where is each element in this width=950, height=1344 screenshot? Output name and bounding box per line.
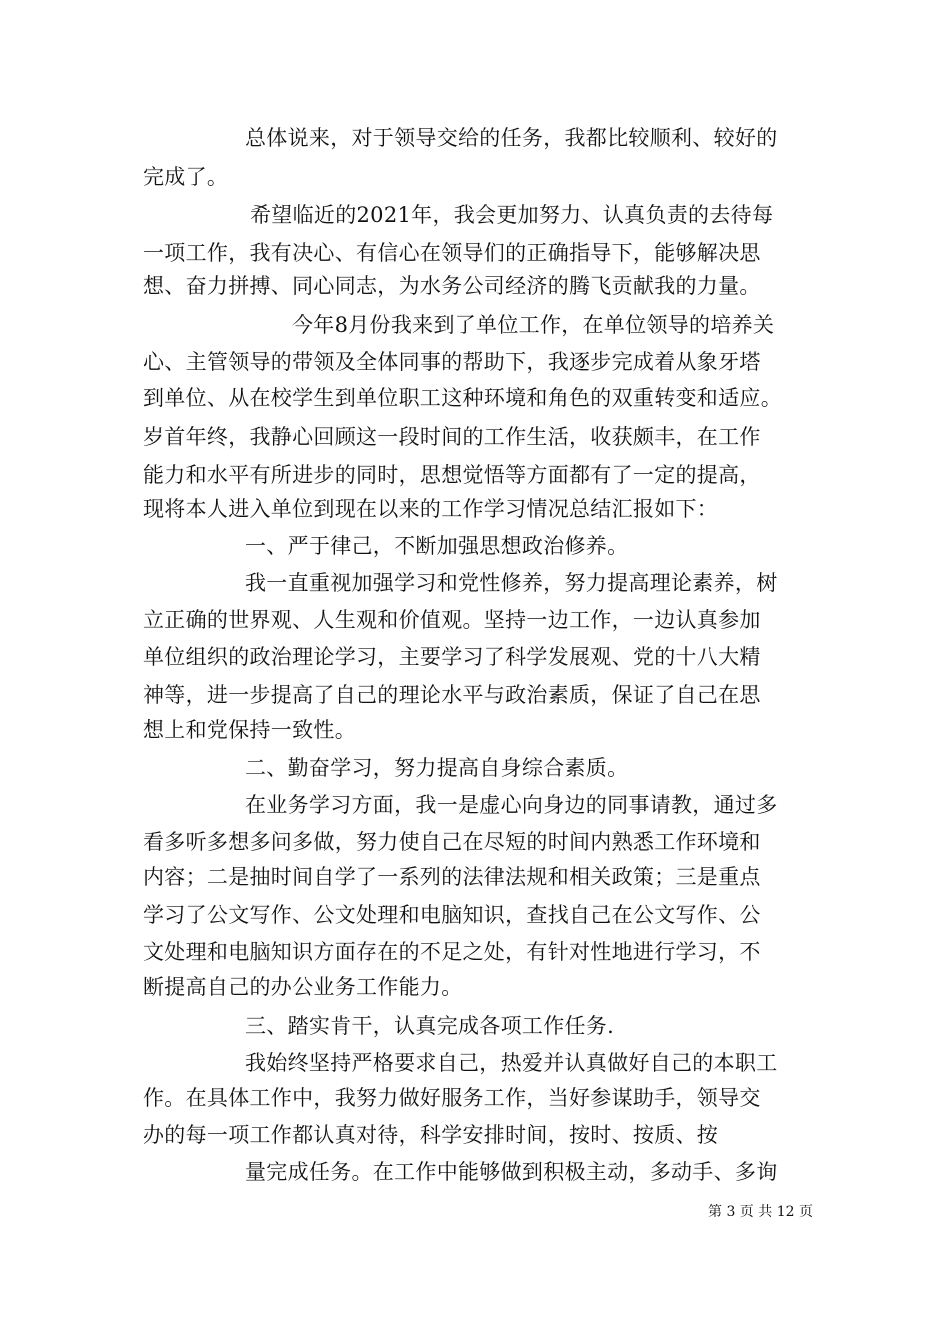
- text-line: 到单位、从在校学生到单位职工这种环境和角色的双重转变和适应。: [143, 386, 782, 410]
- text-line: 单位组织的政治理论学习，主要学习了科学发展观、党的十八大精: [143, 645, 761, 669]
- text-line: 一项工作，我有决心、有信心在领导们的正确指导下，能够解决思: [143, 241, 761, 265]
- text-line: 完成了。: [143, 165, 229, 189]
- text-line: 想上和党保持一致性。: [143, 718, 356, 742]
- text-line: 断提高自己的办公业务工作能力。: [143, 975, 463, 999]
- text-line: 我始终坚持严格要求自己，热爱并认真做好自己的本职工: [245, 1051, 778, 1075]
- text-line: 我一直重视加强学习和党性修养，努力提高理论素养，树: [245, 571, 778, 595]
- text-line: 办的每一项工作都认真对待，科学安排时间，按时、按质、按: [143, 1123, 719, 1147]
- page-number: 第 3 页 共 12 页: [708, 1204, 813, 1220]
- text-line: 立正确的世界观、人生观和价值观。坚持一边工作，一边认真参加: [143, 608, 761, 632]
- text-line: 神等，进一步提高了自己的理论水平与政治素质，保证了自己在思: [143, 683, 761, 707]
- text-line: 文处理和电脑知识方面存在的不足之处，有针对性地进行学习，不: [143, 940, 761, 964]
- text-line: 现将本人进入单位到现在以来的工作学习情况总结汇报如下：: [143, 497, 719, 521]
- text-line: 想、奋力拼搏、同心同志，为水务公司经济的腾飞贡献我的力量。: [143, 274, 761, 298]
- text-line: 学习了公文写作、公文处理和电脑知识，查找自己在公文写作、公: [143, 903, 761, 927]
- section-heading: 三、踏实肯干，认真完成各项工作任务.: [245, 1014, 615, 1038]
- text-line: 量完成任务。在工作中能够做到积极主动，多动手、多询: [245, 1160, 778, 1184]
- text-line: 作。在具体工作中，我努力做好服务工作，当好参谋助手，领导交: [143, 1086, 761, 1110]
- text-line: 总体说来，对于领导交给的任务，我都比较顺利、较好的: [245, 126, 778, 150]
- text-line: 能力和水平有所进步的同时，思想觉悟等方面都有了一定的提高，: [143, 463, 761, 487]
- text-line: 希望临近的2021年，我会更加努力、认真负责的去待每: [250, 203, 774, 227]
- text-line: 今年8月份我来到了单位工作，在单位领导的培养关: [292, 313, 775, 337]
- text-line: 在业务学习方面，我一是虚心向身边的同事请教，通过多: [245, 793, 778, 817]
- text-line: 内容；二是抽时间自学了一系列的法律法规和相关政策；三是重点: [143, 865, 761, 889]
- section-heading: 二、勤奋学习，努力提高自身综合素质。: [245, 756, 629, 780]
- text-line: 心、主管领导的带领及全体同事的帮助下，我逐步完成着从象牙塔: [143, 350, 761, 374]
- text-line: 岁首年终，我静心回顾这一段时间的工作生活，收获颇丰，在工作: [143, 425, 761, 449]
- text-line: 看多听多想多问多做，努力使自己在尽短的时间内熟悉工作环境和: [143, 830, 761, 854]
- section-heading: 一、严于律己，不断加强思想政治修养。: [245, 534, 629, 558]
